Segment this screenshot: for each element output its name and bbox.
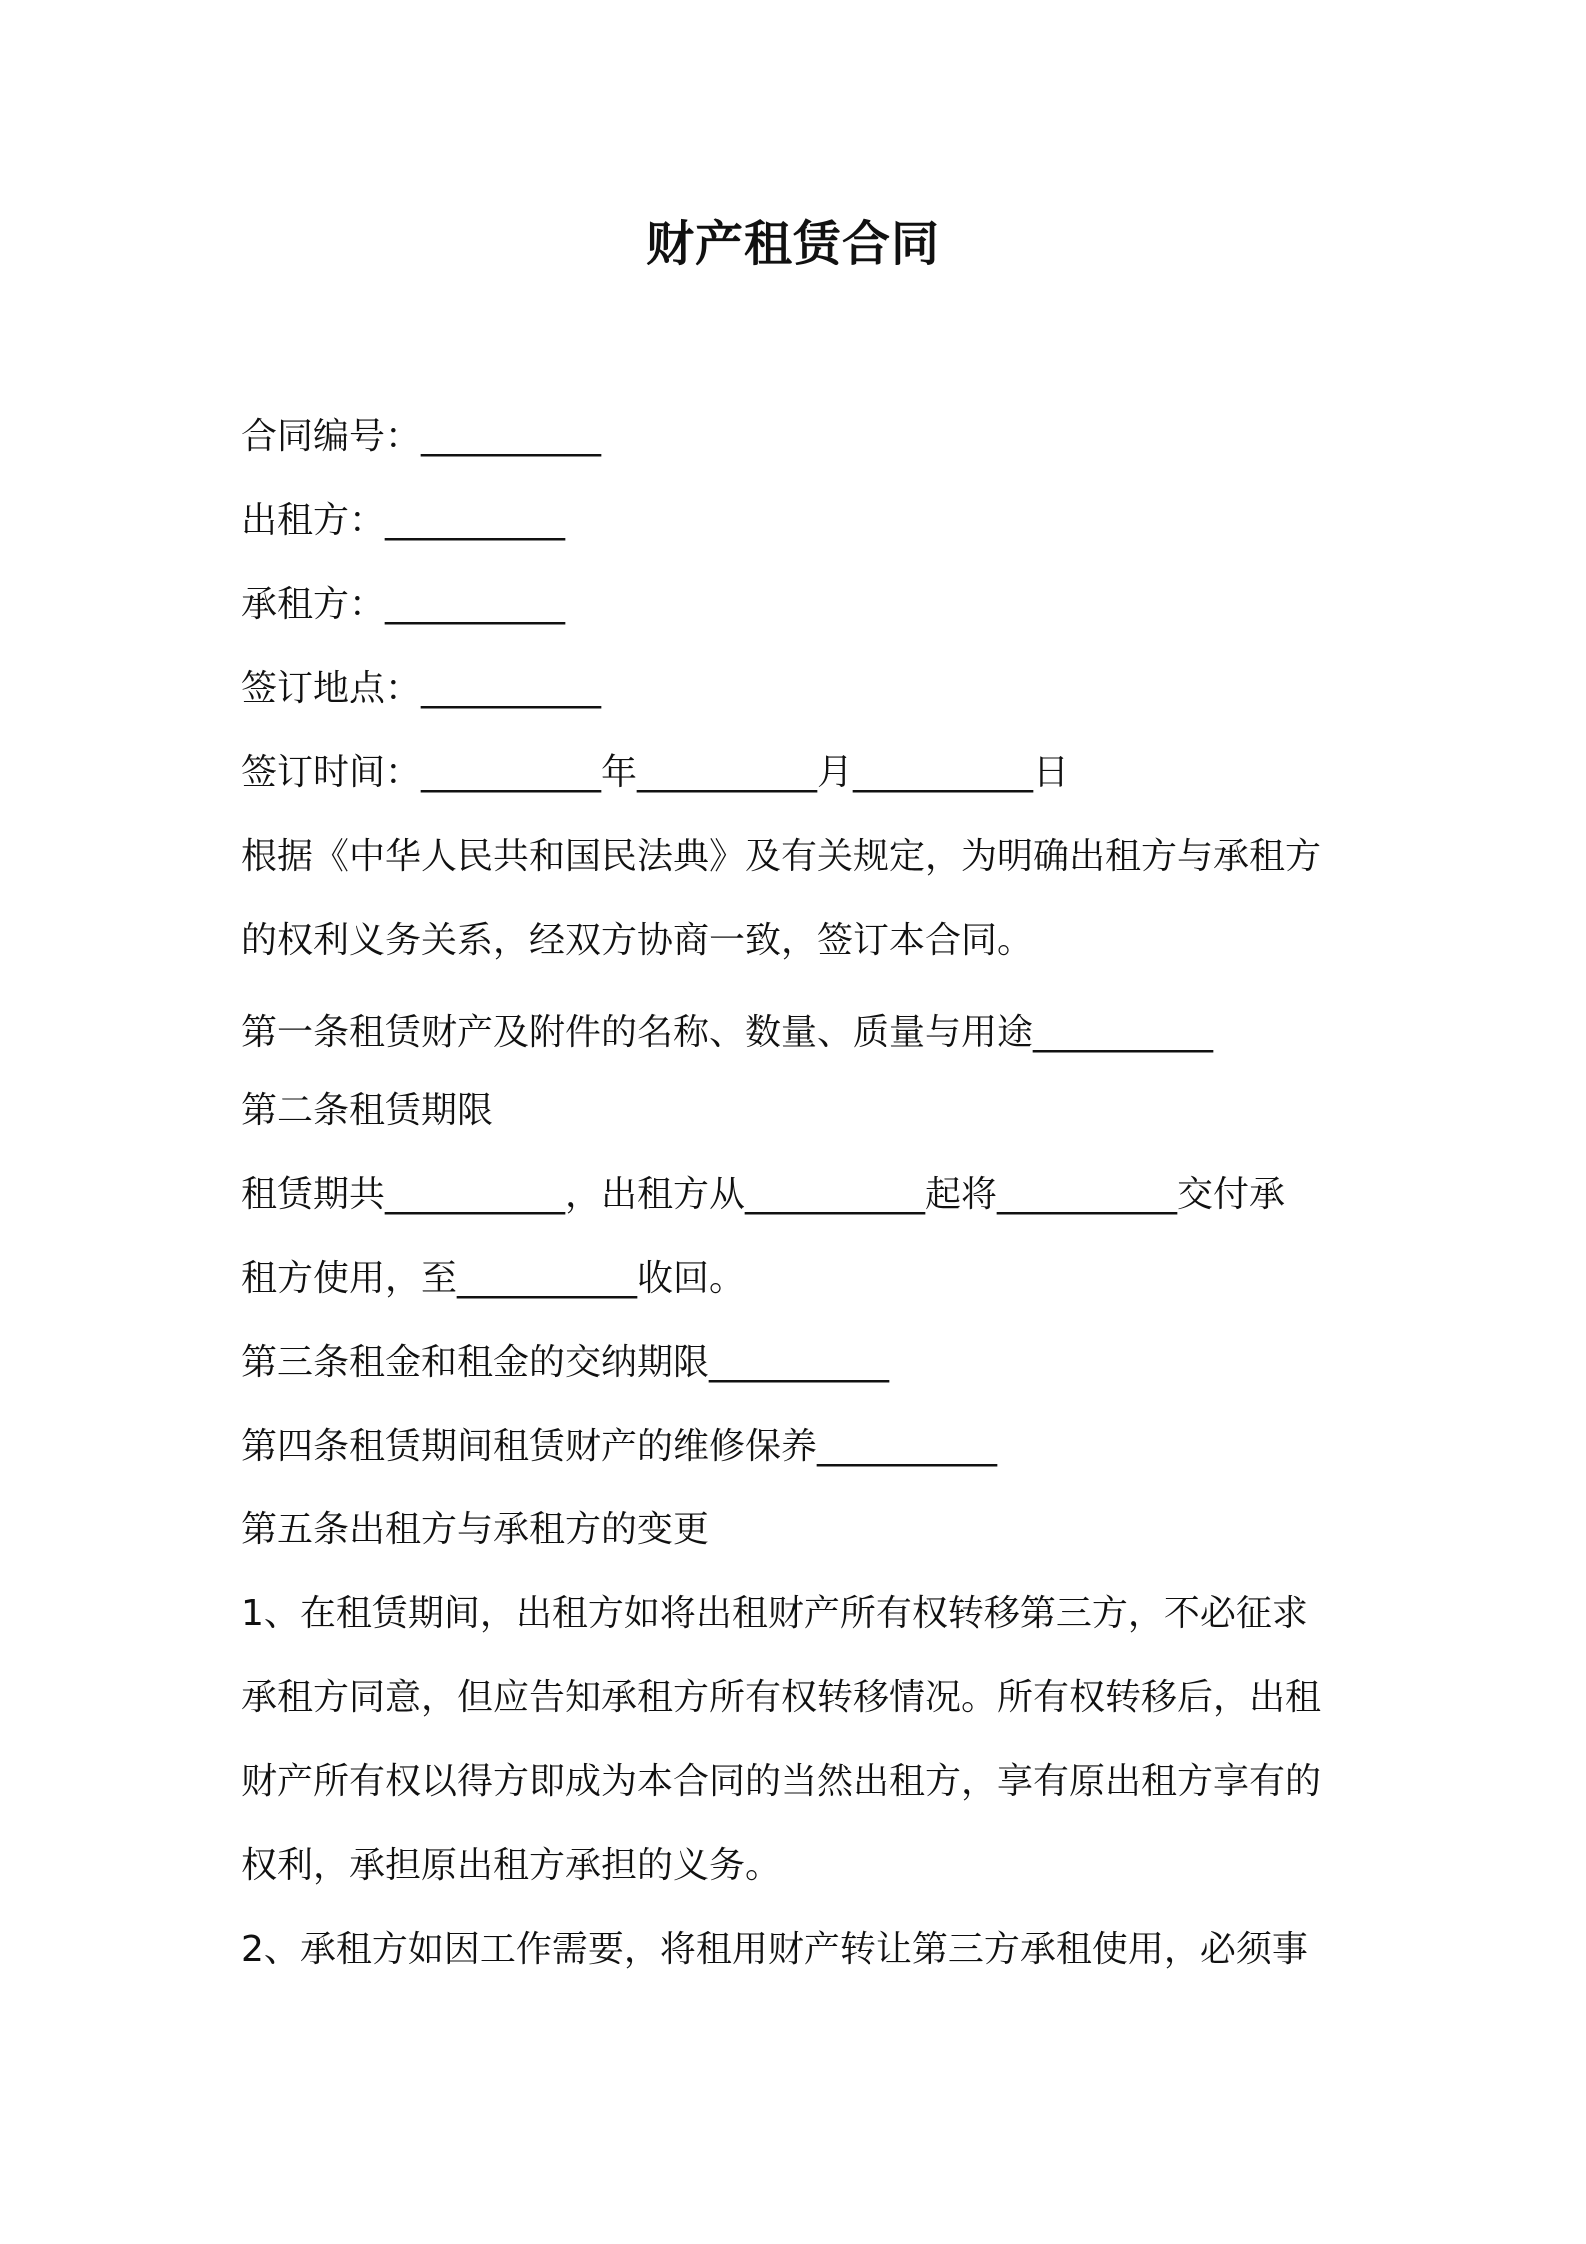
- article-2-heading: 第二条租赁期限: [241, 1090, 494, 1131]
- signing-place-line: 签订地点：__________: [241, 668, 602, 709]
- article-5-heading: 第五条出租方与承租方的变更: [241, 1509, 710, 1550]
- article-3-heading: 第三条租金和租金的交纳期限__________: [241, 1342, 890, 1383]
- article-1-heading: 第一条租赁财产及附件的名称、数量、质量与用途__________: [241, 1012, 1214, 1053]
- signing-date-line: 签订时间：__________年__________月__________日: [241, 752, 1070, 793]
- article-4-heading: 第四条租赁期间租赁财产的维修保养__________: [241, 1426, 998, 1467]
- article-2-text-2: 租方使用，至__________收回。: [241, 1258, 746, 1299]
- article-5-clause-2-line-1: 2、承租方如因工作需要，将租用财产转让第三方承租使用，必须事: [241, 1929, 1308, 1970]
- lessee-line: 承租方：__________: [241, 584, 566, 625]
- document-title: 财产租赁合同: [645, 216, 940, 272]
- contract-number-line: 合同编号：__________: [241, 416, 602, 457]
- article-5-clause-1-line-2: 承租方同意，但应告知承租方所有权转移情况。所有权转移后，出租: [241, 1677, 1322, 1718]
- article-2-text-1: 租赁期共__________，出租方从__________起将__________交付承: [241, 1174, 1286, 1215]
- article-5-clause-1-line-1: 1、在租赁期间，出租方如将出租财产所有权转移第三方，不必征求: [241, 1593, 1308, 1634]
- lessor-line: 出租方：__________: [241, 500, 566, 541]
- preamble-line-1: 根据《中华人民共和国民法典》及有关规定，为明确出租方与承租方: [241, 836, 1322, 877]
- preamble-line-2: 的权利义务关系，经双方协商一致，签订本合同。: [241, 920, 1034, 961]
- article-5-clause-1-line-4: 权利，承担原出租方承担的义务。: [241, 1845, 782, 1886]
- article-5-clause-1-line-3: 财产所有权以得方即成为本合同的当然出租方，享有原出租方享有的: [241, 1761, 1322, 1802]
